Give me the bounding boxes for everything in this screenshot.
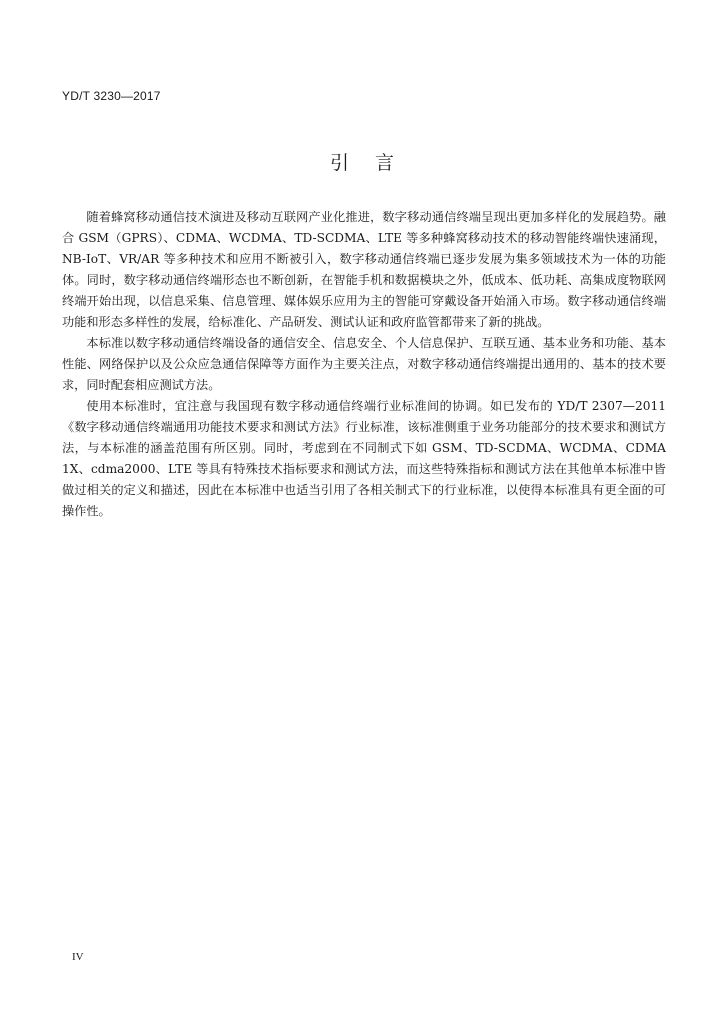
page-number: IV	[72, 951, 84, 963]
body-text	[62, 207, 666, 522]
paragraph-2: 本标准以数字移动通信终端设备的通信安全、信息安全、个人信息保护、互联互通、基本业务和功能、基本性能、网络保护以及公众应急通信保障等方面作为主要关注点，对数字移动通信终端提出通用的、基本的技术要求，同时配套相应测试方法。	[62, 336, 666, 392]
paragraph-3: 使用本标准时，宜注意与我国现有数字移动通信终端行业标准间的协调。如已发布的 YD/T 2307—2011《数字移动通信终端通用功能技术要求和测试方法》行业标准，该标准侧重于业务功能部分的技术要求和测试方法，与本标准的涵盖范围有所区别。同时，考虑到在不同制式下如 GSM、TD-SCDMA、WCDMA、CDMA 1X、cdma2000、LTE 等具有特殊技术指标要求和测试方法，而这些特殊指标和测试方法在其他单本标准中皆做过相关的定义和描述，因此在本标准中也适当引用了各相关制式下的行业标准，以使得本标准具有更全面的可操作性。	[62, 399, 666, 518]
document-code: YD/T 3230—2017	[62, 89, 161, 103]
paragraph-1: 随着蜂窝移动通信技术演进及移动互联网产业化推进，数字移动通信终端呈现出更加多样化的发展趋势。融合 GSM（GPRS）、CDMA、WCDMA、TD-SCDMA、LTE 等多种蜂窝移动技术的移动智能终端快速涌现，NB-IoT、VR/AR 等多种技术和应用不断被引入，数字移动通信终端已逐步发展为集多领域技术为一体的功能体。同时，数字移动通信终端形态也不断创新，在智能手机和数据模块之外，低成本、低功耗、高集成度物联网终端开始出现，以信息采集、信息管理、媒体娱乐应用为主的智能可穿戴设备开始涌入市场。数字移动通信终端功能和形态多样性的发展，给标准化、产品研发、测试认证和政府监管都带来了新的挑战。	[62, 210, 666, 329]
page-title: 引言	[329, 152, 420, 174]
